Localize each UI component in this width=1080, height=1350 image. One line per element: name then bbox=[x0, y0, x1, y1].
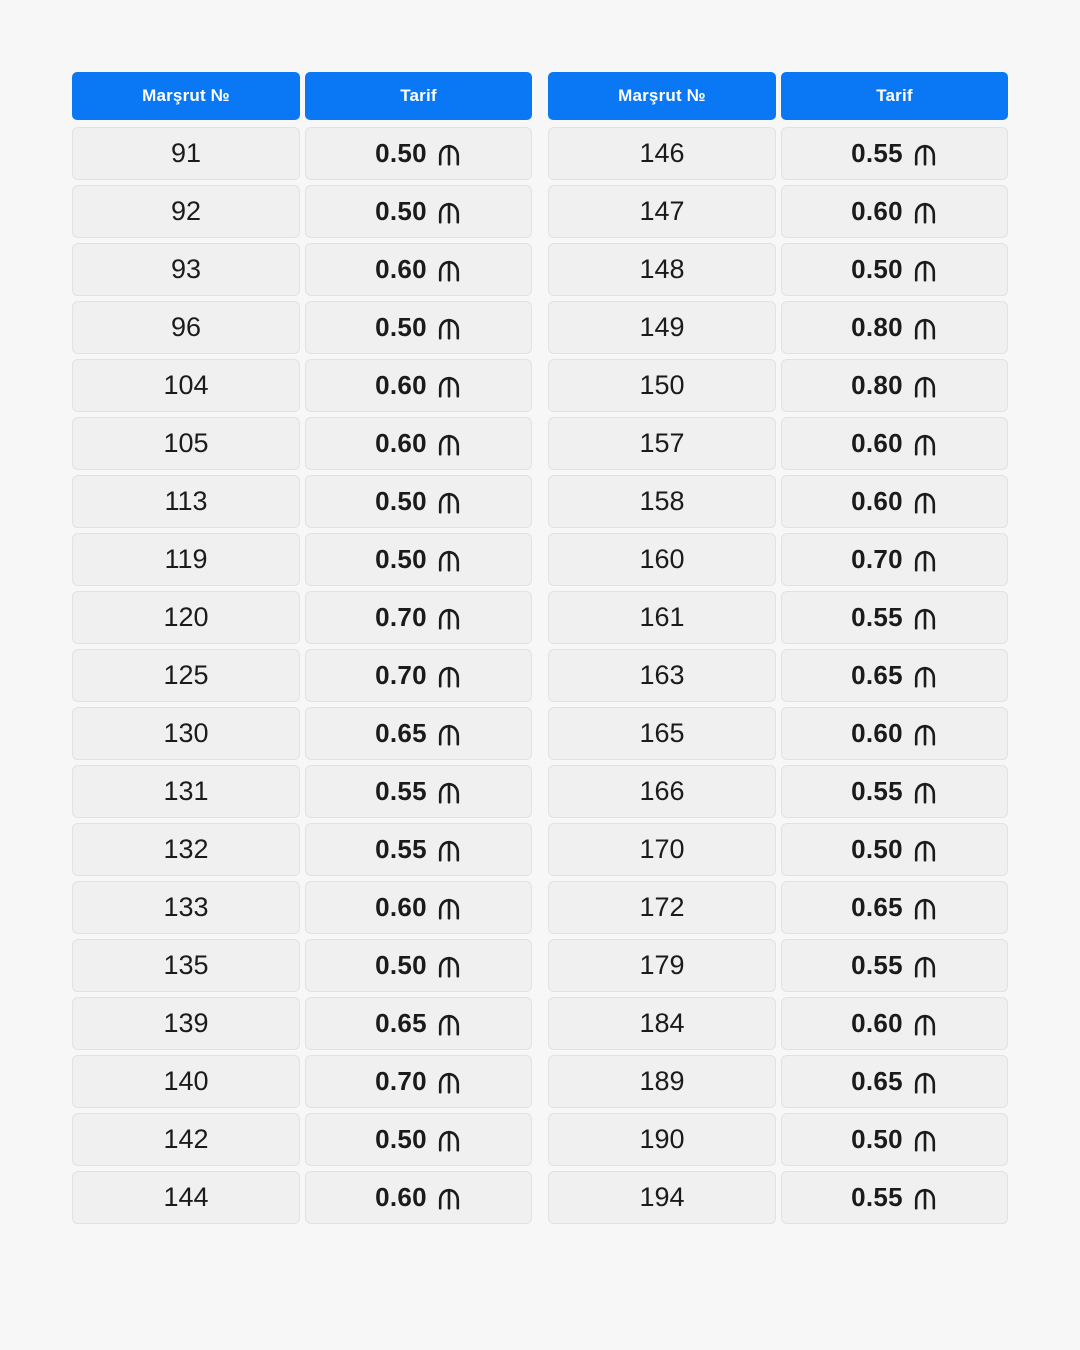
fare-cell bbox=[305, 707, 532, 760]
route-number-cell: 146 bbox=[548, 127, 776, 180]
table-row bbox=[72, 185, 532, 238]
table-row bbox=[548, 881, 1008, 934]
fare-value: 0.70 bbox=[851, 544, 903, 574]
fare-cell bbox=[781, 997, 1008, 1050]
table-header-row bbox=[72, 72, 532, 120]
fare-cell bbox=[305, 301, 532, 354]
table-row bbox=[72, 301, 532, 354]
fare-cell bbox=[781, 243, 1008, 296]
manat-icon bbox=[436, 606, 462, 632]
table-row bbox=[72, 649, 532, 702]
route-number-cell: 140 bbox=[72, 1055, 300, 1108]
route-number-cell: 130 bbox=[72, 707, 300, 760]
table-row bbox=[548, 301, 1008, 354]
table-row bbox=[548, 707, 1008, 760]
route-number-cell: 142 bbox=[72, 1113, 300, 1166]
table-body bbox=[548, 127, 1008, 1229]
fare-cell bbox=[781, 475, 1008, 528]
fare-value: 0.60 bbox=[851, 718, 903, 748]
fare-value: 0.50 bbox=[375, 486, 427, 516]
table-row bbox=[548, 185, 1008, 238]
manat-icon bbox=[436, 490, 462, 516]
table-row bbox=[548, 823, 1008, 876]
manat-icon bbox=[436, 374, 462, 400]
fare-cell bbox=[781, 1055, 1008, 1108]
fare-cell bbox=[781, 301, 1008, 354]
fare-cell bbox=[781, 359, 1008, 412]
table-body bbox=[72, 127, 532, 1229]
route-number-cell: 166 bbox=[548, 765, 776, 818]
manat-icon bbox=[912, 838, 938, 864]
route-number-cell: 189 bbox=[548, 1055, 776, 1108]
table-row bbox=[72, 1113, 532, 1166]
route-number-cell: 194 bbox=[548, 1171, 776, 1224]
table-row bbox=[548, 1113, 1008, 1166]
fare-cell bbox=[305, 881, 532, 934]
fare-cell bbox=[781, 939, 1008, 992]
fare-cell bbox=[781, 823, 1008, 876]
route-number-cell: 132 bbox=[72, 823, 300, 876]
fare-cell bbox=[781, 417, 1008, 470]
table-row bbox=[72, 243, 532, 296]
manat-icon bbox=[912, 1012, 938, 1038]
table-row bbox=[72, 707, 532, 760]
route-number-cell: 172 bbox=[548, 881, 776, 934]
fare-cell bbox=[781, 533, 1008, 586]
fare-cell bbox=[305, 1171, 532, 1224]
manat-icon bbox=[912, 142, 938, 168]
manat-icon bbox=[436, 780, 462, 806]
manat-icon bbox=[912, 1186, 938, 1212]
route-number-cell: 179 bbox=[548, 939, 776, 992]
fare-cell bbox=[305, 127, 532, 180]
route-number-cell: 91 bbox=[72, 127, 300, 180]
fare-cell bbox=[781, 127, 1008, 180]
fare-value: 0.65 bbox=[851, 1066, 903, 1096]
fare-table-right bbox=[548, 72, 1008, 1229]
manat-icon bbox=[436, 664, 462, 690]
manat-icon bbox=[912, 374, 938, 400]
fare-value: 0.50 bbox=[375, 138, 427, 168]
route-number-cell: 113 bbox=[72, 475, 300, 528]
fare-value: 0.50 bbox=[375, 544, 427, 574]
table-row bbox=[548, 1171, 1008, 1224]
table-row bbox=[72, 823, 532, 876]
fare-cell bbox=[305, 475, 532, 528]
manat-icon bbox=[436, 200, 462, 226]
fare-value: 0.55 bbox=[851, 950, 903, 980]
fare-value: 0.60 bbox=[375, 1182, 427, 1212]
table-row bbox=[548, 997, 1008, 1050]
route-number-cell: 170 bbox=[548, 823, 776, 876]
fare-cell bbox=[305, 243, 532, 296]
route-number-cell: 158 bbox=[548, 475, 776, 528]
table-row bbox=[548, 591, 1008, 644]
fare-cell bbox=[305, 823, 532, 876]
fare-cell bbox=[781, 707, 1008, 760]
fare-value: 0.70 bbox=[375, 1066, 427, 1096]
fare-value: 0.60 bbox=[851, 428, 903, 458]
route-number-cell: 184 bbox=[548, 997, 776, 1050]
table-row bbox=[548, 765, 1008, 818]
manat-icon bbox=[912, 548, 938, 574]
fare-cell bbox=[781, 1113, 1008, 1166]
table-row bbox=[72, 591, 532, 644]
fare-value: 0.60 bbox=[375, 254, 427, 284]
table-row bbox=[72, 359, 532, 412]
manat-icon bbox=[436, 1186, 462, 1212]
fare-cell bbox=[781, 1171, 1008, 1224]
route-number-cell: 135 bbox=[72, 939, 300, 992]
route-number-cell: 149 bbox=[548, 301, 776, 354]
table-row bbox=[548, 475, 1008, 528]
fare-value: 0.60 bbox=[851, 196, 903, 226]
fare-cell bbox=[781, 591, 1008, 644]
manat-icon bbox=[436, 1070, 462, 1096]
fare-value: 0.55 bbox=[851, 138, 903, 168]
route-number-cell: 147 bbox=[548, 185, 776, 238]
manat-icon bbox=[912, 258, 938, 284]
fare-value: 0.50 bbox=[375, 950, 427, 980]
table-header-row bbox=[548, 72, 1008, 120]
fare-table-left bbox=[72, 72, 532, 1229]
fare-value: 0.65 bbox=[375, 1008, 427, 1038]
fare-value: 0.55 bbox=[375, 776, 427, 806]
fare-value: 0.70 bbox=[375, 660, 427, 690]
table-row bbox=[72, 1171, 532, 1224]
manat-icon bbox=[912, 200, 938, 226]
manat-icon bbox=[436, 432, 462, 458]
fare-cell bbox=[781, 765, 1008, 818]
fare-value: 0.55 bbox=[851, 602, 903, 632]
route-number-cell: 148 bbox=[548, 243, 776, 296]
fare-value: 0.60 bbox=[375, 428, 427, 458]
manat-icon bbox=[436, 722, 462, 748]
table-row bbox=[72, 997, 532, 1050]
route-number-cell: 144 bbox=[72, 1171, 300, 1224]
manat-icon bbox=[912, 664, 938, 690]
fare-value: 0.55 bbox=[851, 776, 903, 806]
fare-value: 0.50 bbox=[375, 312, 427, 342]
fare-value: 0.80 bbox=[851, 370, 903, 400]
manat-icon bbox=[436, 548, 462, 574]
route-number-cell: 120 bbox=[72, 591, 300, 644]
table-row bbox=[548, 939, 1008, 992]
fare-cell bbox=[305, 765, 532, 818]
fare-value: 0.60 bbox=[375, 370, 427, 400]
table-row bbox=[72, 533, 532, 586]
fare-value: 0.50 bbox=[375, 1124, 427, 1154]
table-row bbox=[72, 765, 532, 818]
route-number-cell: 104 bbox=[72, 359, 300, 412]
manat-icon bbox=[912, 780, 938, 806]
manat-icon bbox=[912, 896, 938, 922]
manat-icon bbox=[436, 258, 462, 284]
manat-icon bbox=[912, 1070, 938, 1096]
table-row bbox=[548, 649, 1008, 702]
fare-value: 0.60 bbox=[375, 892, 427, 922]
manat-icon bbox=[912, 490, 938, 516]
manat-icon bbox=[436, 316, 462, 342]
fare-value: 0.50 bbox=[375, 196, 427, 226]
manat-icon bbox=[912, 606, 938, 632]
table-row bbox=[72, 475, 532, 528]
table-row bbox=[72, 881, 532, 934]
route-number-cell: 157 bbox=[548, 417, 776, 470]
fare-value: 0.50 bbox=[851, 834, 903, 864]
manat-icon bbox=[436, 1128, 462, 1154]
table-row bbox=[548, 533, 1008, 586]
column-header-route: Marşrut № bbox=[548, 72, 776, 120]
manat-icon bbox=[436, 142, 462, 168]
fare-cell bbox=[781, 185, 1008, 238]
fare-value: 0.55 bbox=[375, 834, 427, 864]
route-number-cell: 96 bbox=[72, 301, 300, 354]
route-number-cell: 150 bbox=[548, 359, 776, 412]
manat-icon bbox=[912, 722, 938, 748]
table-row bbox=[548, 359, 1008, 412]
route-number-cell: 93 bbox=[72, 243, 300, 296]
route-number-cell: 165 bbox=[548, 707, 776, 760]
fare-cell bbox=[305, 997, 532, 1050]
manat-icon bbox=[912, 316, 938, 342]
fare-value: 0.55 bbox=[851, 1182, 903, 1212]
fare-value: 0.60 bbox=[851, 486, 903, 516]
route-number-cell: 131 bbox=[72, 765, 300, 818]
fare-value: 0.50 bbox=[851, 254, 903, 284]
route-number-cell: 125 bbox=[72, 649, 300, 702]
column-header-fare: Tarif bbox=[305, 72, 532, 120]
column-header-fare: Tarif bbox=[781, 72, 1008, 120]
fare-value: 0.70 bbox=[375, 602, 427, 632]
table-row bbox=[548, 127, 1008, 180]
fare-cell bbox=[305, 533, 532, 586]
fare-cell bbox=[305, 417, 532, 470]
route-number-cell: 190 bbox=[548, 1113, 776, 1166]
manat-icon bbox=[912, 432, 938, 458]
route-number-cell: 133 bbox=[72, 881, 300, 934]
route-number-cell: 119 bbox=[72, 533, 300, 586]
table-row bbox=[72, 1055, 532, 1108]
fare-cell bbox=[305, 939, 532, 992]
fare-value: 0.65 bbox=[851, 660, 903, 690]
fare-value: 0.65 bbox=[851, 892, 903, 922]
fare-value: 0.50 bbox=[851, 1124, 903, 1154]
fare-value: 0.65 bbox=[375, 718, 427, 748]
manat-icon bbox=[436, 954, 462, 980]
table-row bbox=[72, 127, 532, 180]
table-row bbox=[548, 243, 1008, 296]
manat-icon bbox=[912, 1128, 938, 1154]
fare-value: 0.60 bbox=[851, 1008, 903, 1038]
manat-icon bbox=[436, 838, 462, 864]
route-number-cell: 105 bbox=[72, 417, 300, 470]
table-row bbox=[72, 417, 532, 470]
table-row bbox=[548, 417, 1008, 470]
fare-cell bbox=[305, 591, 532, 644]
fare-cell bbox=[305, 185, 532, 238]
route-number-cell: 92 bbox=[72, 185, 300, 238]
fare-cell bbox=[305, 359, 532, 412]
fare-cell bbox=[781, 649, 1008, 702]
table-row bbox=[548, 1055, 1008, 1108]
fare-cell bbox=[305, 1055, 532, 1108]
route-number-cell: 139 bbox=[72, 997, 300, 1050]
route-number-cell: 160 bbox=[548, 533, 776, 586]
table-row bbox=[72, 939, 532, 992]
route-number-cell: 163 bbox=[548, 649, 776, 702]
route-number-cell: 161 bbox=[548, 591, 776, 644]
fare-cell bbox=[305, 649, 532, 702]
column-header-route: Marşrut № bbox=[72, 72, 300, 120]
manat-icon bbox=[912, 954, 938, 980]
manat-icon bbox=[436, 1012, 462, 1038]
fare-cell bbox=[781, 881, 1008, 934]
fare-cell bbox=[305, 1113, 532, 1166]
manat-icon bbox=[436, 896, 462, 922]
fare-value: 0.80 bbox=[851, 312, 903, 342]
